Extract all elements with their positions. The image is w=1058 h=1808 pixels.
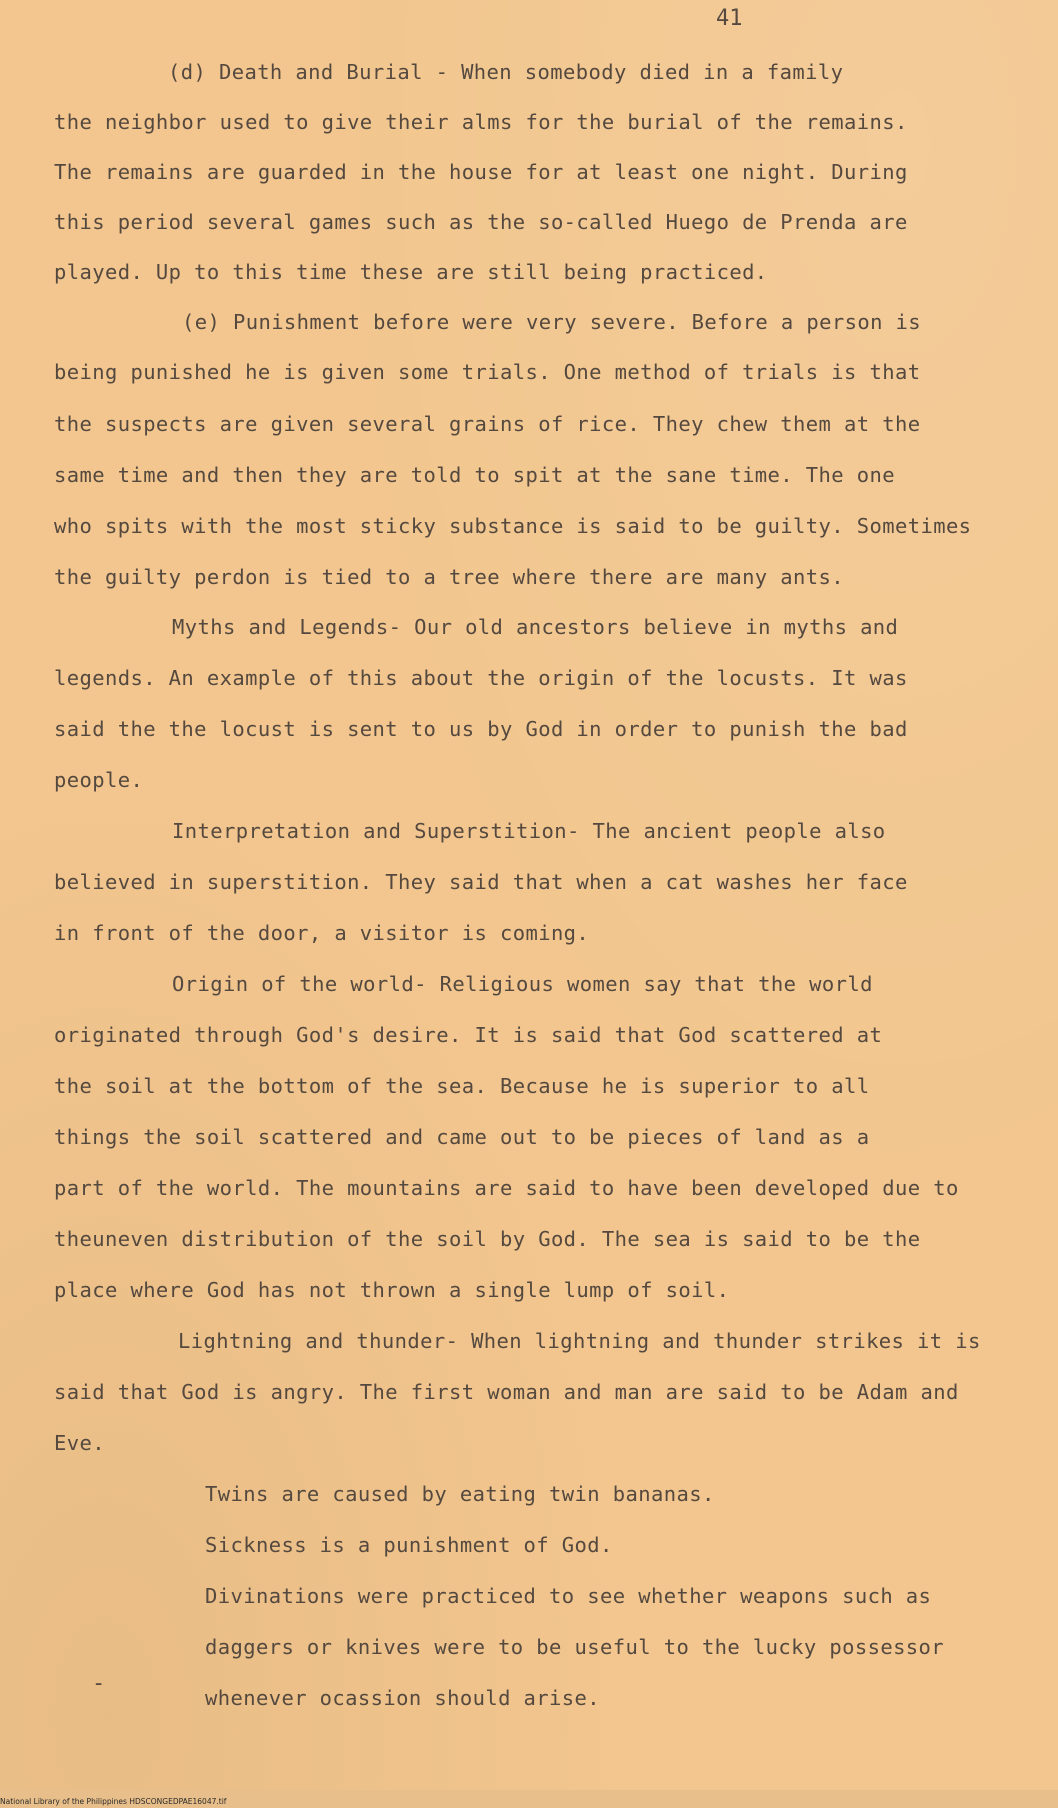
- text-line: things the soil scattered and came out to be pieces of land as a: [54, 1125, 870, 1149]
- scan-footer: National Library of the Philippines HDSCONGEDPAE16047.tif: [0, 1797, 227, 1806]
- text-line: people.: [54, 768, 144, 792]
- text-line: Divinations were practiced to see whether weapons such as: [205, 1584, 932, 1608]
- text-line: Sickness is a punishment of God.: [205, 1533, 613, 1557]
- text-line: being punished he is given some trials. One method of trials is that: [54, 360, 921, 384]
- margin-dash: -: [92, 1671, 106, 1696]
- text-line: said that God is angry. The first woman and man are said to be Adam and: [54, 1380, 959, 1404]
- text-line: originated through God's desire. It is said that God scattered at: [54, 1023, 883, 1047]
- text-line: the neighbor used to give their alms for the burial of the remains.: [54, 110, 908, 134]
- text-line: the suspects are given several grains of rice. They chew them at the: [54, 412, 921, 436]
- text-line: Lightning and thunder- When lightning and thunder strikes it is: [178, 1329, 981, 1353]
- text-line: place where God has not thrown a single lump of soil.: [54, 1278, 730, 1302]
- text-line: believed in superstition. They said that when a cat washes her face: [54, 870, 908, 894]
- text-line: daggers or knives were to be useful to the lucky possessor: [205, 1635, 945, 1659]
- text-line: theuneven distribution of the soil by God. The sea is said to be the: [54, 1227, 921, 1251]
- text-line: same time and then they are told to spit at the sane time. The one: [54, 463, 895, 487]
- text-line: the soil at the bottom of the sea. Because he is superior to all: [54, 1074, 870, 1098]
- text-line: part of the world. The mountains are said to have been developed due to: [54, 1176, 959, 1200]
- text-line: said the the locust is sent to us by God in order to punish the bad: [54, 717, 908, 741]
- text-line: Origin of the world- Religious women say that the world: [172, 972, 873, 996]
- text-line: in front of the door, a visitor is coming.: [54, 921, 590, 945]
- text-line: Eve.: [54, 1431, 105, 1455]
- text-line: The remains are guarded in the house for at least one night. During: [54, 160, 908, 184]
- text-line: Myths and Legends- Our old ancestors believe in myths and: [172, 615, 899, 639]
- text-line: legends. An example of this about the origin of the locusts. It was: [54, 666, 908, 690]
- text-line: (e) Punishment before were very severe. Before a person is: [182, 310, 922, 334]
- text-line: who spits with the most sticky substance is said to be guilty. Sometimes: [54, 514, 972, 538]
- text-line: (d) Death and Burial - When somebody died in a family: [168, 60, 844, 84]
- text-line: the guilty perdon is tied to a tree where there are many ants.: [54, 565, 845, 589]
- text-line: played. Up to this time these are still being practiced.: [54, 260, 768, 284]
- text-line: Twins are caused by eating twin bananas.: [205, 1482, 715, 1506]
- text-line: whenever ocassion should arise.: [205, 1686, 601, 1710]
- text-line: this period several games such as the so-called Huego de Prenda are: [54, 210, 908, 234]
- text-line: Interpretation and Superstition- The ancient people also: [172, 819, 886, 843]
- page-number: 41: [716, 6, 743, 31]
